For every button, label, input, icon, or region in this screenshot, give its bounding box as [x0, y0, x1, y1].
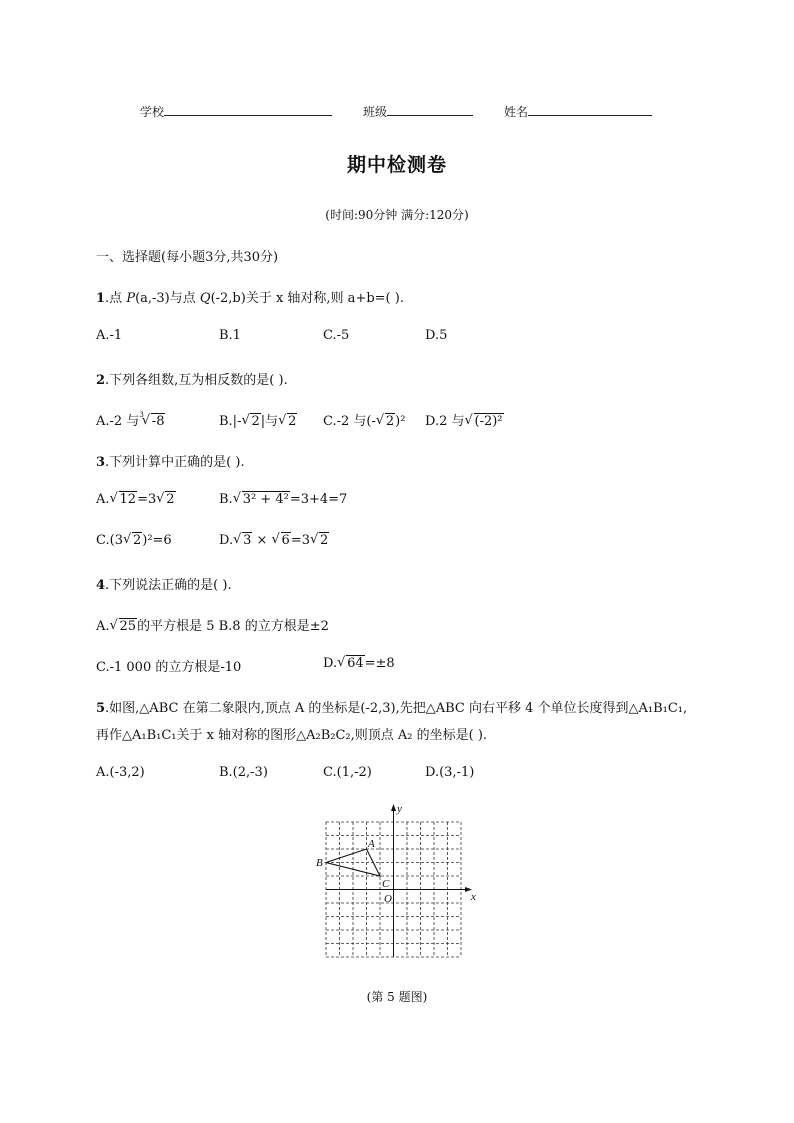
option-text: B. [219, 492, 233, 507]
radicand: 2 [385, 414, 395, 429]
y-axis-label: y [397, 803, 402, 815]
radicand: 2 [251, 414, 260, 429]
radical [272, 533, 291, 548]
radical [465, 414, 504, 429]
school-field [140, 103, 332, 120]
radical [278, 414, 297, 429]
question-text: .下列说法正确的是( ). [105, 578, 232, 593]
radical [337, 656, 365, 671]
vertex-label-b: B [316, 857, 323, 869]
class-field [363, 103, 473, 120]
option-text: D. [219, 533, 234, 548]
radical [233, 492, 290, 507]
question-text: (-2,b)关于 x 轴对称,则 a+b=( ). [210, 291, 404, 306]
radical [110, 492, 138, 507]
option-text: )²=6 [142, 533, 172, 548]
question-number: 3 [96, 455, 106, 470]
radical [310, 533, 329, 548]
question-5-line-2: 再作△A₁B₁C₁关于 x 轴对称的图形△A₂B₂C₂,则顶点 A₂ 的坐标是( ). [96, 728, 488, 743]
axes [326, 804, 472, 957]
question-number: 5 [96, 701, 106, 716]
q1-option-a: A.-1 [96, 328, 123, 343]
option-text: A.-2 与 [96, 414, 140, 429]
school-blank [164, 103, 332, 116]
page-subtitle: (时间:90分钟 满分:120分) [325, 208, 469, 222]
radical [233, 533, 252, 548]
question-text: .点 [105, 291, 127, 306]
q5-option-a: A.(-3,2) [96, 765, 145, 780]
radical [142, 414, 166, 429]
q2-option-c [323, 410, 405, 429]
radicand: -8 [151, 414, 165, 429]
q4-option-d [323, 656, 395, 671]
question-2 [96, 369, 288, 388]
vertex-label-a: A [368, 838, 375, 850]
radical [123, 533, 142, 548]
school-label: 学校 [140, 105, 165, 119]
radical [156, 492, 175, 507]
option-text: D.2 与 [425, 414, 465, 429]
q3-option-a [96, 492, 176, 507]
page-title: 期中检测卷 [346, 154, 447, 176]
q3-option-c [96, 533, 172, 548]
q3-option-d [219, 533, 329, 548]
option-text: A. [96, 619, 110, 634]
question-text: .如图,△ABC 在第二象限内,顶点 A 的坐标是(-2,3),先把△ABC 向右平移 4 个单位长度得到△A₁B₁C₁, [105, 701, 688, 716]
question-1 [96, 287, 404, 306]
root-index: 3 [139, 410, 144, 419]
option-text: =±8 [364, 656, 395, 671]
q1-option-c: C.-5 [323, 328, 350, 343]
question-number: 4 [96, 578, 106, 593]
q1-option-d: D.5 [425, 328, 448, 343]
question-5-line-1 [96, 697, 687, 716]
option-text: B.|- [219, 414, 242, 429]
option-text: |与 [260, 414, 279, 429]
section-heading: 一、选择题(每小题3分,共30分) [96, 250, 279, 265]
vertex-label-c: C [382, 878, 390, 890]
radical [241, 414, 260, 429]
radicand: (-2)² [474, 414, 503, 429]
option-text: D. [323, 656, 338, 671]
point-Q: Q [199, 291, 211, 306]
radical [110, 619, 138, 634]
option-text: C.-2 与(- [323, 414, 376, 429]
radicand: 2 [320, 533, 329, 548]
radicand: 2 [288, 414, 297, 429]
name-blank [528, 103, 652, 116]
question-4 [96, 574, 232, 593]
option-text: 的平方根是 5 B.8 的立方根是±2 [137, 619, 329, 634]
point-P: P [126, 291, 136, 306]
q1-option-b: B.1 [219, 328, 241, 343]
name-field [504, 103, 652, 120]
question-number: 2 [96, 373, 106, 388]
coordinate-grid-figure [310, 800, 480, 965]
radicand: 2 [166, 492, 175, 507]
q3-option-b [219, 492, 347, 507]
class-blank [387, 103, 473, 116]
option-text: =3 [137, 492, 157, 507]
q2-option-d [425, 410, 504, 429]
origin-label: O [384, 893, 392, 905]
question-number: 1 [96, 291, 106, 306]
q2-option-a [96, 410, 165, 429]
radicand: 3 [243, 533, 252, 548]
option-text: × [252, 533, 272, 548]
q2-option-b [219, 410, 297, 429]
figure-caption: (第 5 题图) [366, 990, 428, 1004]
class-label: 班级 [363, 105, 388, 119]
q4-option-ab [96, 615, 329, 634]
radical [376, 414, 395, 429]
radicand: 2 [132, 533, 142, 548]
option-text: =3+4=7 [289, 492, 348, 507]
q5-option-b: B.(2,-3) [219, 765, 268, 780]
radicand: 12 [119, 492, 137, 507]
option-text: )² [395, 414, 406, 429]
radicand: 3² + 4² [242, 492, 289, 507]
name-label: 姓名 [504, 105, 529, 119]
question-text: .下列各组数,互为相反数的是( ). [105, 373, 288, 388]
q5-option-c: C.(1,-2) [323, 765, 372, 780]
radicand: 6 [281, 533, 290, 548]
option-text: =3 [290, 533, 310, 548]
option-text: C.(3 [96, 533, 123, 548]
x-axis-label: x [471, 891, 476, 903]
radicand: 64 [347, 656, 364, 671]
question-text: .下列计算中正确的是( ). [105, 455, 245, 470]
question-3 [96, 451, 245, 470]
option-text: A. [96, 492, 110, 507]
q5-option-d: D.(3,-1) [425, 765, 475, 780]
question-text: (a,-3)与点 [135, 291, 200, 306]
q4-option-c: C.-1 000 的立方根是-10 [96, 660, 242, 675]
radicand: 25 [119, 619, 137, 634]
